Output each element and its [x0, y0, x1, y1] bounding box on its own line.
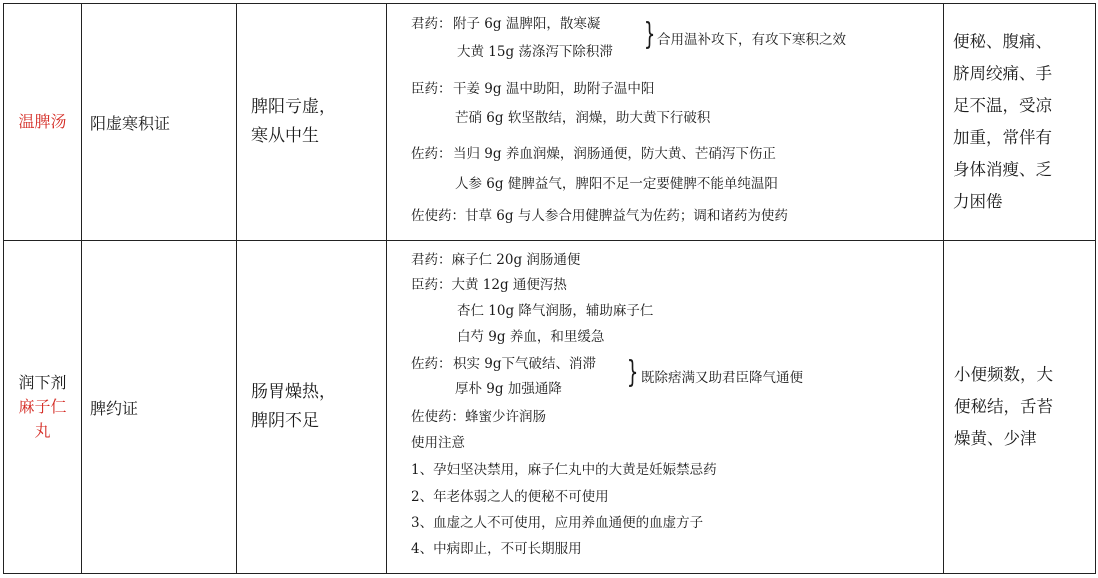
- usage-note: 2、年老体弱之人的便秘不可使用: [411, 489, 609, 505]
- drug-line: 佐使药：蜂蜜少许润肠: [411, 409, 546, 425]
- drug-line: 大黄 15g 荡涤泻下除积滞: [457, 44, 613, 60]
- drug-note: 既除痞满又助君臣降气通便: [641, 370, 803, 386]
- drug-line: 枳实 9g下气破结、消滞: [453, 356, 597, 372]
- usage-note: 4、中病即止，不可长期服用: [411, 541, 582, 557]
- drug-composition-cell: [387, 4, 944, 241]
- symptom-line: 脐周绞痛、手: [953, 64, 1052, 83]
- formula-table: [3, 3, 1096, 574]
- drug-line: 白芍 9g 养血，和里缓急: [457, 329, 605, 345]
- brace-icon: }: [626, 355, 639, 390]
- drug-line: 厚朴 9g 加强通降: [455, 381, 562, 397]
- symptom-line: 力困倦: [953, 192, 1003, 211]
- pathogenesis-line: 肠胃燥热，: [251, 382, 336, 402]
- drug-line: 芒硝 6g 软坚散结，润燥，助大黄下行破积: [455, 110, 711, 126]
- pathogenesis-line: 脾阴不足: [251, 411, 319, 431]
- usage-notes-title: 使用注意: [411, 435, 465, 451]
- syndrome-cell: [82, 4, 237, 241]
- symptom-line: 便秘、腹痛、: [953, 32, 1052, 51]
- syndrome-text: 脾约证: [90, 398, 139, 418]
- drug-composition-cell: [387, 241, 944, 574]
- symptom-line: 身体消瘦、乏: [953, 160, 1052, 179]
- formula-name-cell: [4, 241, 82, 574]
- symptoms-cell: [944, 241, 1096, 574]
- formula-name-cell: [4, 4, 82, 241]
- pathogenesis-cell: [237, 241, 387, 574]
- usage-note: 1、孕妇坚决禁用，麻子仁丸中的大黄是妊娠禁忌药: [411, 462, 717, 478]
- pathogenesis-line: 脾阳亏虚，: [251, 97, 336, 117]
- pathogenesis-cell: [237, 4, 387, 241]
- drug-label: 君药：: [411, 16, 452, 32]
- symptoms-cell: [944, 4, 1096, 241]
- drug-line: 干姜 9g 温中助阳，助附子温中阳: [453, 81, 655, 97]
- drug-line: 佐使药：甘草 6g 与人参合用健脾益气为佐药；调和诸药为使药: [411, 208, 788, 224]
- formula-name: 麻子仁: [18, 397, 67, 416]
- symptom-line: 小便频数，大: [954, 365, 1053, 384]
- brace-icon: }: [643, 17, 656, 52]
- symptom-line: 加重，常伴有: [953, 128, 1052, 147]
- symptom-line: 便秘结，舌苔: [954, 397, 1053, 416]
- table-row: [4, 4, 1096, 241]
- formula-name: 丸: [34, 421, 51, 440]
- pathogenesis-line: 寒从中生: [251, 126, 319, 146]
- drug-line: 人参 6g 健脾益气，脾阳不足一定要健脾不能单纯温阳: [455, 176, 778, 192]
- symptom-line: 足不温，受凉: [953, 96, 1052, 115]
- syndrome-cell: [82, 241, 237, 574]
- formula-name: 温脾汤: [18, 112, 67, 131]
- drug-line: 当归 9g 养血润燥，润肠通便，防大黄、芒硝泻下伤正: [453, 146, 776, 162]
- drug-note: 合用温补攻下，有攻下寒积之效: [657, 32, 846, 48]
- drug-line: 君药：麻子仁 20g 润肠通便: [411, 252, 581, 268]
- drug-label: 佐药：: [411, 356, 452, 372]
- drug-line: 杏仁 10g 降气润肠，辅助麻子仁: [457, 303, 654, 319]
- table-row: [4, 241, 1096, 574]
- drug-label: 佐药：: [411, 146, 452, 162]
- usage-note: 3、血虚之人不可使用，应用养血通便的血虚方子: [411, 515, 704, 531]
- drug-line: 臣药：大黄 12g 通便泻热: [411, 277, 567, 293]
- symptom-line: 燥黄、少津: [954, 429, 1037, 448]
- syndrome-text: 阳虚寒积证: [90, 113, 171, 133]
- formula-category: 润下剂: [18, 373, 67, 392]
- drug-line: 附子 6g 温脾阳，散寒凝: [453, 16, 601, 32]
- drug-label: 臣药：: [411, 81, 452, 97]
